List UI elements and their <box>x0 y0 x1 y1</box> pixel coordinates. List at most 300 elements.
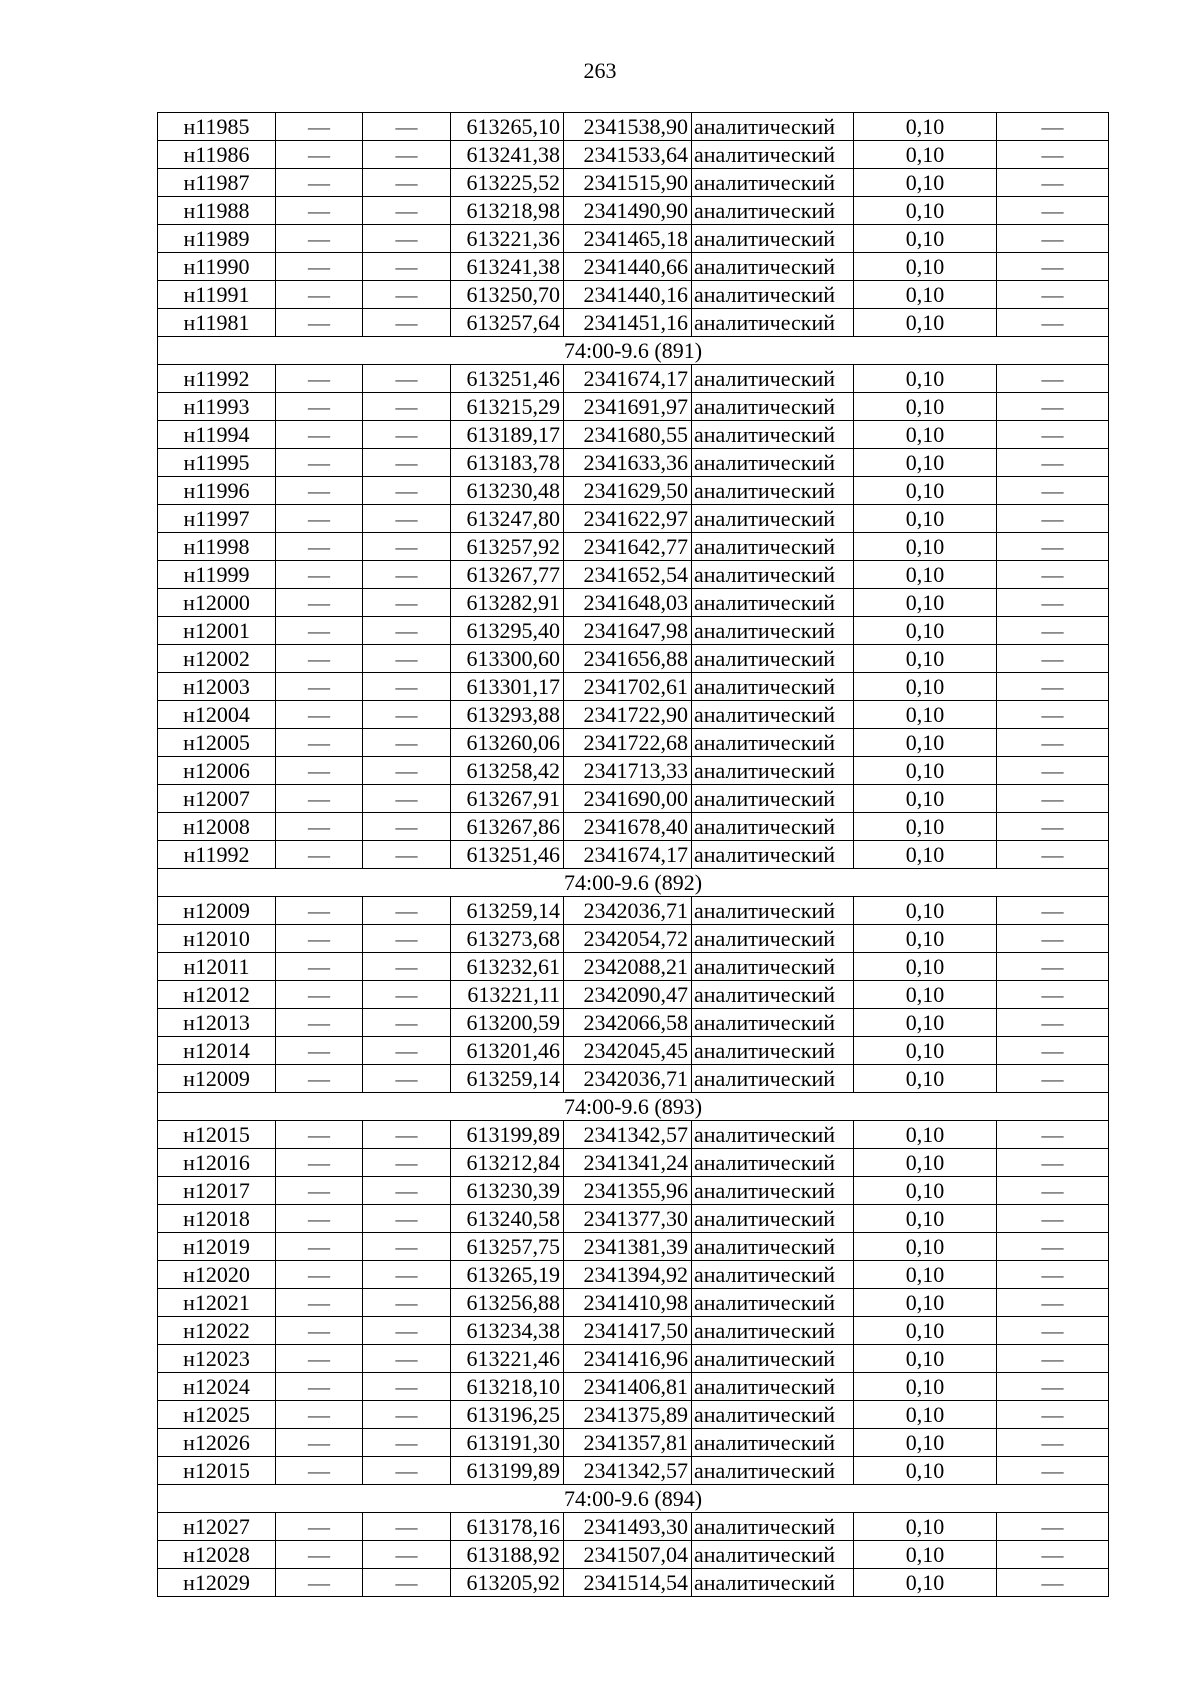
method-cell: аналитический <box>692 561 854 589</box>
accuracy-cell: 0,10 <box>854 281 997 309</box>
dash-cell: — <box>997 253 1109 281</box>
accuracy-cell: 0,10 <box>854 1233 997 1261</box>
accuracy-cell: 0,10 <box>854 1205 997 1233</box>
y-coordinate-cell: 2341702,61 <box>564 673 692 701</box>
table-row <box>158 1233 1109 1261</box>
dash-cell: — <box>363 533 451 561</box>
method-cell: аналитический <box>692 1289 854 1317</box>
dash-cell: — <box>997 449 1109 477</box>
accuracy-cell: 0,10 <box>854 841 997 869</box>
method-cell: аналитический <box>692 1345 854 1373</box>
dash-cell: — <box>276 309 363 337</box>
method-cell: аналитический <box>692 673 854 701</box>
dash-cell: — <box>276 533 363 561</box>
dash-cell: — <box>276 1009 363 1037</box>
point-name-cell: н12003 <box>158 673 276 701</box>
point-name-cell: н11989 <box>158 225 276 253</box>
x-coordinate-cell: 613247,80 <box>451 505 564 533</box>
accuracy-cell: 0,10 <box>854 197 997 225</box>
table-row <box>158 421 1109 449</box>
accuracy-cell: 0,10 <box>854 309 997 337</box>
x-coordinate-cell: 613234,38 <box>451 1317 564 1345</box>
point-name-cell: н12011 <box>158 953 276 981</box>
table-row <box>158 953 1109 981</box>
group-label: 74:00-9.6 (892) <box>158 869 1109 897</box>
dash-cell: — <box>363 1401 451 1429</box>
dash-cell: — <box>363 841 451 869</box>
dash-cell: — <box>997 1121 1109 1149</box>
accuracy-cell: 0,10 <box>854 169 997 197</box>
x-coordinate-cell: 613215,29 <box>451 393 564 421</box>
dash-cell: — <box>363 813 451 841</box>
accuracy-cell: 0,10 <box>854 225 997 253</box>
dash-cell: — <box>276 953 363 981</box>
dash-cell: — <box>363 505 451 533</box>
table-row <box>158 1065 1109 1093</box>
y-coordinate-cell: 2341493,30 <box>564 1513 692 1541</box>
method-cell: аналитический <box>692 1177 854 1205</box>
dash-cell: — <box>997 1457 1109 1485</box>
x-coordinate-cell: 613241,38 <box>451 253 564 281</box>
point-name-cell: н11986 <box>158 141 276 169</box>
dash-cell: — <box>276 1429 363 1457</box>
point-name-cell: н11997 <box>158 505 276 533</box>
dash-cell: — <box>276 281 363 309</box>
dash-cell: — <box>997 1205 1109 1233</box>
dash-cell: — <box>363 757 451 785</box>
y-coordinate-cell: 2341690,00 <box>564 785 692 813</box>
dash-cell: — <box>997 281 1109 309</box>
x-coordinate-cell: 613257,75 <box>451 1233 564 1261</box>
dash-cell: — <box>997 225 1109 253</box>
dash-cell: — <box>276 1541 363 1569</box>
y-coordinate-cell: 2341357,81 <box>564 1429 692 1457</box>
table-row <box>158 197 1109 225</box>
table-row <box>158 897 1109 925</box>
y-coordinate-cell: 2341678,40 <box>564 813 692 841</box>
dash-cell: — <box>276 841 363 869</box>
table-row <box>158 981 1109 1009</box>
dash-cell: — <box>363 673 451 701</box>
accuracy-cell: 0,10 <box>854 1037 997 1065</box>
dash-cell: — <box>997 309 1109 337</box>
dash-cell: — <box>276 141 363 169</box>
method-cell: аналитический <box>692 785 854 813</box>
dash-cell: — <box>997 533 1109 561</box>
y-coordinate-cell: 2341656,88 <box>564 645 692 673</box>
accuracy-cell: 0,10 <box>854 477 997 505</box>
dash-cell: — <box>363 645 451 673</box>
table-row <box>158 645 1109 673</box>
y-coordinate-cell: 2341629,50 <box>564 477 692 505</box>
accuracy-cell: 0,10 <box>854 1065 997 1093</box>
dash-cell: — <box>363 421 451 449</box>
point-name-cell: н12015 <box>158 1457 276 1485</box>
point-name-cell: н12005 <box>158 729 276 757</box>
dash-cell: — <box>363 785 451 813</box>
dash-cell: — <box>997 897 1109 925</box>
accuracy-cell: 0,10 <box>854 561 997 589</box>
dash-cell: — <box>276 449 363 477</box>
method-cell: аналитический <box>692 981 854 1009</box>
x-coordinate-cell: 613250,70 <box>451 281 564 309</box>
page-number: 263 <box>583 58 617 83</box>
accuracy-cell: 0,10 <box>854 1317 997 1345</box>
x-coordinate-cell: 613230,39 <box>451 1177 564 1205</box>
dash-cell: — <box>997 925 1109 953</box>
table-row <box>158 1541 1109 1569</box>
y-coordinate-cell: 2341515,90 <box>564 169 692 197</box>
x-coordinate-cell: 613199,89 <box>451 1121 564 1149</box>
point-name-cell: н11999 <box>158 561 276 589</box>
accuracy-cell: 0,10 <box>854 1457 997 1485</box>
x-coordinate-cell: 613267,91 <box>451 785 564 813</box>
accuracy-cell: 0,10 <box>854 365 997 393</box>
dash-cell: — <box>276 505 363 533</box>
method-cell: аналитический <box>692 953 854 981</box>
method-cell: аналитический <box>692 1541 854 1569</box>
y-coordinate-cell: 2341417,50 <box>564 1317 692 1345</box>
y-coordinate-cell: 2341375,89 <box>564 1401 692 1429</box>
accuracy-cell: 0,10 <box>854 617 997 645</box>
x-coordinate-cell: 613258,42 <box>451 757 564 785</box>
y-coordinate-cell: 2342045,45 <box>564 1037 692 1065</box>
x-coordinate-cell: 613301,17 <box>451 673 564 701</box>
point-name-cell: н12008 <box>158 813 276 841</box>
dash-cell: — <box>997 589 1109 617</box>
accuracy-cell: 0,10 <box>854 1569 997 1597</box>
method-cell: аналитический <box>692 617 854 645</box>
dash-cell: — <box>997 561 1109 589</box>
point-name-cell: н11992 <box>158 841 276 869</box>
method-cell: аналитический <box>692 1009 854 1037</box>
dash-cell: — <box>276 897 363 925</box>
accuracy-cell: 0,10 <box>854 1121 997 1149</box>
dash-cell: — <box>363 1373 451 1401</box>
method-cell: аналитический <box>692 533 854 561</box>
x-coordinate-cell: 613251,46 <box>451 841 564 869</box>
dash-cell: — <box>997 1513 1109 1541</box>
dash-cell: — <box>363 1177 451 1205</box>
dash-cell: — <box>363 1513 451 1541</box>
point-name-cell: н12015 <box>158 1121 276 1149</box>
table-row <box>158 1401 1109 1429</box>
dash-cell: — <box>997 1317 1109 1345</box>
y-coordinate-cell: 2341440,66 <box>564 253 692 281</box>
dash-cell: — <box>997 1373 1109 1401</box>
x-coordinate-cell: 613282,91 <box>451 589 564 617</box>
point-name-cell: н11992 <box>158 365 276 393</box>
dash-cell: — <box>997 197 1109 225</box>
accuracy-cell: 0,10 <box>854 533 997 561</box>
dash-cell: — <box>276 253 363 281</box>
table-row <box>158 477 1109 505</box>
dash-cell: — <box>997 1345 1109 1373</box>
point-name-cell: н12009 <box>158 897 276 925</box>
x-coordinate-cell: 613232,61 <box>451 953 564 981</box>
x-coordinate-cell: 613205,92 <box>451 1569 564 1597</box>
method-cell: аналитический <box>692 645 854 673</box>
x-coordinate-cell: 613199,89 <box>451 1457 564 1485</box>
method-cell: аналитический <box>692 1149 854 1177</box>
x-coordinate-cell: 613201,46 <box>451 1037 564 1065</box>
y-coordinate-cell: 2341490,90 <box>564 197 692 225</box>
dash-cell: — <box>997 1149 1109 1177</box>
dash-cell: — <box>363 1233 451 1261</box>
dash-cell: — <box>363 953 451 981</box>
dash-cell: — <box>997 1065 1109 1093</box>
dash-cell: — <box>997 757 1109 785</box>
y-coordinate-cell: 2342036,71 <box>564 1065 692 1093</box>
dash-cell: — <box>276 1317 363 1345</box>
dash-cell: — <box>363 1037 451 1065</box>
accuracy-cell: 0,10 <box>854 1541 997 1569</box>
dash-cell: — <box>276 169 363 197</box>
dash-cell: — <box>363 1317 451 1345</box>
dash-cell: — <box>276 1373 363 1401</box>
accuracy-cell: 0,10 <box>854 393 997 421</box>
table-row <box>158 813 1109 841</box>
x-coordinate-cell: 613251,46 <box>451 365 564 393</box>
dash-cell: — <box>363 197 451 225</box>
point-name-cell: н12016 <box>158 1149 276 1177</box>
method-cell: аналитический <box>692 1401 854 1429</box>
x-coordinate-cell: 613241,38 <box>451 141 564 169</box>
method-cell: аналитический <box>692 281 854 309</box>
dash-cell: — <box>363 1541 451 1569</box>
method-cell: аналитический <box>692 925 854 953</box>
group-label: 74:00-9.6 (893) <box>158 1093 1109 1121</box>
x-coordinate-cell: 613191,30 <box>451 1429 564 1457</box>
dash-cell: — <box>276 1233 363 1261</box>
dash-cell: — <box>997 729 1109 757</box>
y-coordinate-cell: 2341341,24 <box>564 1149 692 1177</box>
table-row <box>158 1457 1109 1485</box>
group-header-row <box>158 1093 1109 1121</box>
x-coordinate-cell: 613265,10 <box>451 113 564 141</box>
point-name-cell: н11988 <box>158 197 276 225</box>
y-coordinate-cell: 2341722,68 <box>564 729 692 757</box>
method-cell: аналитический <box>692 1429 854 1457</box>
dash-cell: — <box>997 1233 1109 1261</box>
accuracy-cell: 0,10 <box>854 925 997 953</box>
dash-cell: — <box>276 1261 363 1289</box>
group-header-row <box>158 1485 1109 1513</box>
point-name-cell: н12018 <box>158 1205 276 1233</box>
dash-cell: — <box>363 1429 451 1457</box>
dash-cell: — <box>363 113 451 141</box>
dash-cell: — <box>276 1037 363 1065</box>
dash-cell: — <box>363 981 451 1009</box>
accuracy-cell: 0,10 <box>854 1401 997 1429</box>
y-coordinate-cell: 2341538,90 <box>564 113 692 141</box>
dash-cell: — <box>997 1429 1109 1457</box>
accuracy-cell: 0,10 <box>854 757 997 785</box>
point-name-cell: н12012 <box>158 981 276 1009</box>
table-row <box>158 757 1109 785</box>
dash-cell: — <box>276 1401 363 1429</box>
accuracy-cell: 0,10 <box>854 1345 997 1373</box>
table-row <box>158 141 1109 169</box>
x-coordinate-cell: 613225,52 <box>451 169 564 197</box>
y-coordinate-cell: 2341394,92 <box>564 1261 692 1289</box>
table-row <box>158 1317 1109 1345</box>
table-row <box>158 1513 1109 1541</box>
method-cell: аналитический <box>692 1233 854 1261</box>
method-cell: аналитический <box>692 477 854 505</box>
dash-cell: — <box>363 141 451 169</box>
dash-cell: — <box>363 393 451 421</box>
x-coordinate-cell: 613218,98 <box>451 197 564 225</box>
dash-cell: — <box>363 1289 451 1317</box>
point-name-cell: н12029 <box>158 1569 276 1597</box>
table-row <box>158 533 1109 561</box>
method-cell: аналитический <box>692 701 854 729</box>
dash-cell: — <box>276 925 363 953</box>
y-coordinate-cell: 2341674,17 <box>564 365 692 393</box>
dash-cell: — <box>276 1289 363 1317</box>
accuracy-cell: 0,10 <box>854 645 997 673</box>
method-cell: аналитический <box>692 1457 854 1485</box>
point-name-cell: н12021 <box>158 1289 276 1317</box>
dash-cell: — <box>276 197 363 225</box>
x-coordinate-cell: 613183,78 <box>451 449 564 477</box>
accuracy-cell: 0,10 <box>854 589 997 617</box>
table-row <box>158 1261 1109 1289</box>
table-row <box>158 701 1109 729</box>
dash-cell: — <box>276 645 363 673</box>
y-coordinate-cell: 2342066,58 <box>564 1009 692 1037</box>
method-cell: аналитический <box>692 253 854 281</box>
dash-cell: — <box>997 981 1109 1009</box>
point-name-cell: н11996 <box>158 477 276 505</box>
dash-cell: — <box>997 141 1109 169</box>
table-row <box>158 1037 1109 1065</box>
table-row <box>158 1569 1109 1597</box>
method-cell: аналитический <box>692 1513 854 1541</box>
dash-cell: — <box>997 1569 1109 1597</box>
dash-cell: — <box>997 841 1109 869</box>
method-cell: аналитический <box>692 757 854 785</box>
accuracy-cell: 0,10 <box>854 141 997 169</box>
dash-cell: — <box>276 981 363 1009</box>
point-name-cell: н11990 <box>158 253 276 281</box>
method-cell: аналитический <box>692 813 854 841</box>
y-coordinate-cell: 2341680,55 <box>564 421 692 449</box>
dash-cell: — <box>276 1065 363 1093</box>
dash-cell: — <box>363 1065 451 1093</box>
method-cell: аналитический <box>692 1317 854 1345</box>
dash-cell: — <box>363 561 451 589</box>
y-coordinate-cell: 2341355,96 <box>564 1177 692 1205</box>
x-coordinate-cell: 613257,92 <box>451 533 564 561</box>
dash-cell: — <box>363 225 451 253</box>
point-name-cell: н12027 <box>158 1513 276 1541</box>
dash-cell: — <box>997 785 1109 813</box>
x-coordinate-cell: 613259,14 <box>451 897 564 925</box>
dash-cell: — <box>997 1261 1109 1289</box>
x-coordinate-cell: 613295,40 <box>451 617 564 645</box>
point-name-cell: н11985 <box>158 113 276 141</box>
table-body <box>158 113 1109 1597</box>
method-cell: аналитический <box>692 1065 854 1093</box>
method-cell: аналитический <box>692 729 854 757</box>
x-coordinate-cell: 613189,17 <box>451 421 564 449</box>
table-row <box>158 113 1109 141</box>
x-coordinate-cell: 613293,88 <box>451 701 564 729</box>
dash-cell: — <box>276 673 363 701</box>
table-row <box>158 169 1109 197</box>
table-row <box>158 1205 1109 1233</box>
dash-cell: — <box>997 1541 1109 1569</box>
accuracy-cell: 0,10 <box>854 813 997 841</box>
dash-cell: — <box>997 505 1109 533</box>
dash-cell: — <box>276 1149 363 1177</box>
accuracy-cell: 0,10 <box>854 1261 997 1289</box>
accuracy-cell: 0,10 <box>854 449 997 477</box>
dash-cell: — <box>363 477 451 505</box>
table-row <box>158 617 1109 645</box>
dash-cell: — <box>276 701 363 729</box>
method-cell: аналитический <box>692 1037 854 1065</box>
point-name-cell: н11993 <box>158 393 276 421</box>
point-name-cell: н11994 <box>158 421 276 449</box>
table-row <box>158 1149 1109 1177</box>
dash-cell: — <box>997 673 1109 701</box>
y-coordinate-cell: 2342090,47 <box>564 981 692 1009</box>
x-coordinate-cell: 613267,86 <box>451 813 564 841</box>
y-coordinate-cell: 2341377,30 <box>564 1205 692 1233</box>
dash-cell: — <box>276 1569 363 1597</box>
dash-cell: — <box>363 449 451 477</box>
x-coordinate-cell: 613221,11 <box>451 981 564 1009</box>
y-coordinate-cell: 2341514,54 <box>564 1569 692 1597</box>
y-coordinate-cell: 2341652,54 <box>564 561 692 589</box>
dash-cell: — <box>363 309 451 337</box>
dash-cell: — <box>276 1177 363 1205</box>
point-name-cell: н12014 <box>158 1037 276 1065</box>
y-coordinate-cell: 2341633,36 <box>564 449 692 477</box>
dash-cell: — <box>363 925 451 953</box>
x-coordinate-cell: 613273,68 <box>451 925 564 953</box>
dash-cell: — <box>997 365 1109 393</box>
dash-cell: — <box>997 477 1109 505</box>
point-name-cell: н11998 <box>158 533 276 561</box>
method-cell: аналитический <box>692 1205 854 1233</box>
point-name-cell: н12010 <box>158 925 276 953</box>
point-name-cell: н12009 <box>158 1065 276 1093</box>
dash-cell: — <box>276 729 363 757</box>
y-coordinate-cell: 2341674,17 <box>564 841 692 869</box>
table-row <box>158 925 1109 953</box>
x-coordinate-cell: 613200,59 <box>451 1009 564 1037</box>
x-coordinate-cell: 613221,36 <box>451 225 564 253</box>
table-row <box>158 505 1109 533</box>
point-name-cell: н12006 <box>158 757 276 785</box>
x-coordinate-cell: 613267,77 <box>451 561 564 589</box>
method-cell: аналитический <box>692 393 854 421</box>
dash-cell: — <box>997 701 1109 729</box>
point-name-cell: н11981 <box>158 309 276 337</box>
dash-cell: — <box>997 813 1109 841</box>
dash-cell: — <box>276 1205 363 1233</box>
y-coordinate-cell: 2341410,98 <box>564 1289 692 1317</box>
dash-cell: — <box>363 1149 451 1177</box>
table-row <box>158 281 1109 309</box>
x-coordinate-cell: 613240,58 <box>451 1205 564 1233</box>
table-row <box>158 673 1109 701</box>
method-cell: аналитический <box>692 365 854 393</box>
